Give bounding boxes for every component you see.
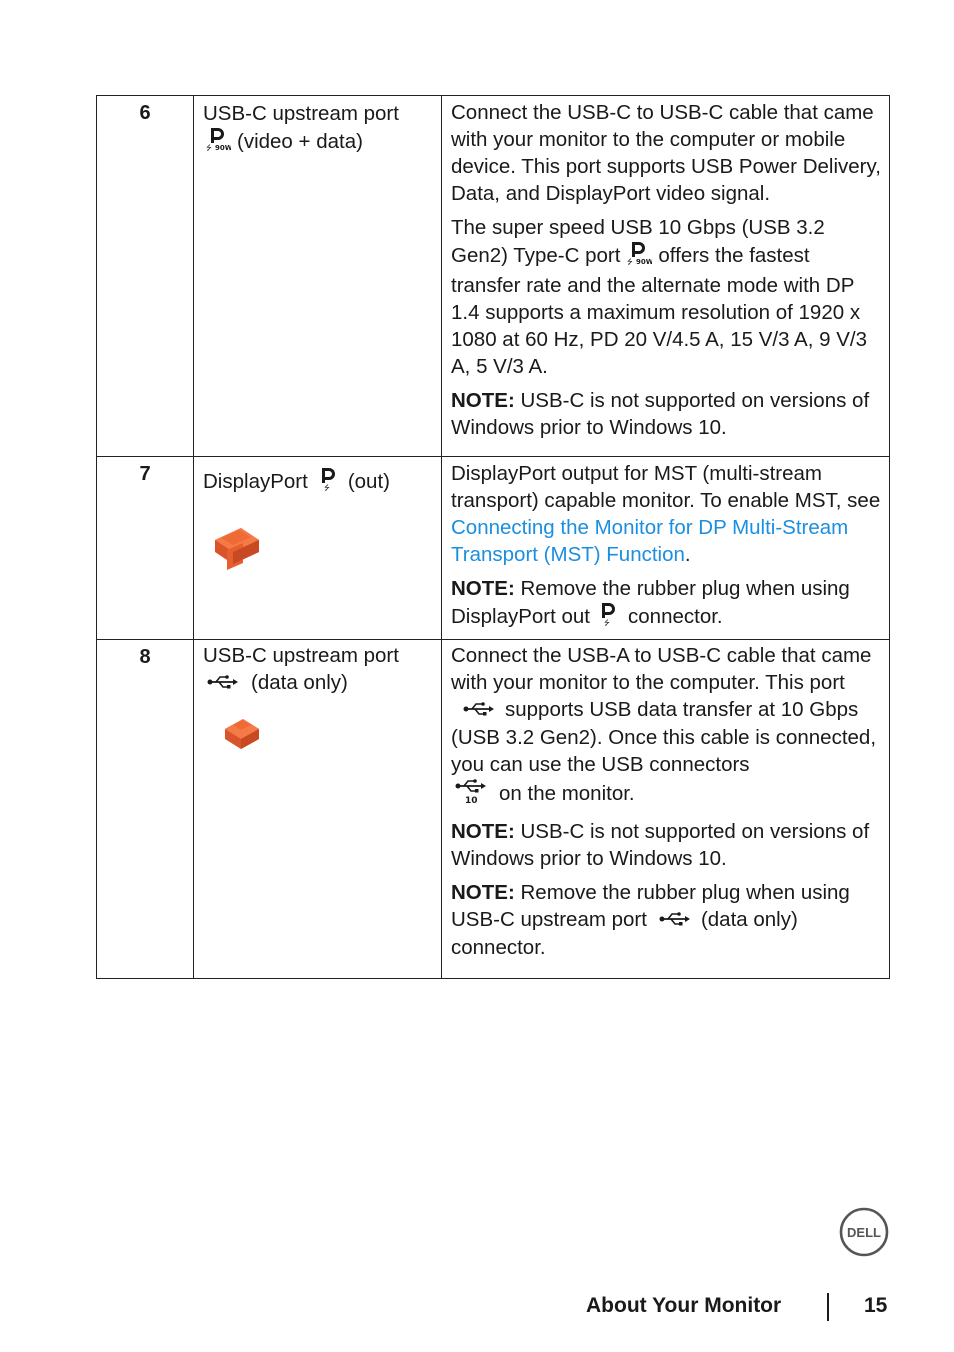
- description-text: DisplayPort output for MST (multi-stream transport) capable monitor. To enable MST, see: [451, 462, 881, 512]
- table-row: [97, 457, 890, 640]
- note-text: USB-C is not supported on versions of Windows prior to Windows 10.: [451, 389, 870, 439]
- displayport-power-icon: [205, 127, 231, 158]
- rubber-plug-image: [207, 516, 267, 576]
- port-name-cell: [194, 457, 442, 640]
- port-direction: (out): [347, 469, 390, 493]
- usb-icon: [463, 697, 495, 724]
- port-type: (video + data): [237, 129, 363, 153]
- svg-text:⭍: ⭍: [604, 619, 610, 626]
- svg-text:⭍: ⭍: [323, 484, 330, 491]
- svg-text:DELL: DELL: [847, 1225, 881, 1240]
- rubber-plug-image: [221, 713, 265, 757]
- port-name-cell: [194, 96, 442, 457]
- row-number: 8: [139, 646, 151, 668]
- dell-logo: [838, 1206, 890, 1258]
- row-number-cell: [97, 640, 194, 979]
- table-row: [97, 640, 890, 979]
- port-name: USB-C upstream port: [203, 102, 399, 125]
- svg-text:90W: 90W: [636, 258, 653, 265]
- section-title: About Your Monitor: [586, 1294, 782, 1317]
- description-text: on the monitor.: [499, 782, 635, 805]
- note-text: Remove the rubber plug when using USB-C upstream port: [451, 881, 850, 932]
- row-number-cell: [97, 457, 194, 640]
- svg-text:10: 10: [465, 796, 478, 805]
- port-name-cell: [194, 640, 442, 979]
- displayport-icon: [320, 467, 338, 498]
- note-label: NOTE:: [451, 820, 515, 844]
- row-number: 6: [139, 102, 151, 124]
- description-cell: [442, 457, 890, 640]
- port-name: USB-C upstream port: [203, 644, 399, 667]
- usb-icon: [659, 907, 691, 934]
- usb-icon: [207, 670, 239, 697]
- note-text: connector.: [628, 604, 723, 628]
- description-text: Connect the USB-A to USB-C cable that came with your monitor to the computer. This port: [451, 644, 872, 694]
- note-text: Remove the rubber plug when using DisplayPort out: [451, 577, 850, 628]
- port-name: DisplayPort: [203, 469, 308, 493]
- port-table: [96, 95, 890, 979]
- note-text: (data only) connector.: [451, 908, 798, 960]
- description-text: Connect the USB-C to USB-C cable that came with your monitor to the computer or mobile device. This port supports USB Power Delivery, Data, and DisplayPort video signal.: [451, 101, 881, 205]
- usb-10gbps-icon: [455, 778, 487, 811]
- description-text: offers the fastest transfer rate and the alternate mode with DP 1.4 supports a maximum resolution of 1920 x 1080 at 60 Hz, PD 20 V/4.5 A, 15 V/3 A, 9 V/3 A, 5 V/3 A.: [451, 243, 867, 378]
- svg-text:⭍: ⭍: [206, 144, 212, 151]
- row-number: 7: [139, 463, 151, 485]
- row-number-cell: [97, 96, 194, 457]
- displayport-power-icon: [626, 241, 652, 272]
- footer-divider: [827, 1293, 829, 1321]
- mst-link[interactable]: Connecting the Monitor for DP Multi-Stream Transport (MST) Function: [451, 516, 849, 566]
- note-text: USB-C is not supported on versions of Windows prior to Windows 10.: [451, 820, 870, 871]
- description-cell: [442, 640, 890, 979]
- description-text: The super speed USB 10 Gbps (USB 3.2 Gen2) Type-C port: [451, 216, 825, 267]
- description-text: .: [684, 543, 691, 566]
- note-label: NOTE:: [451, 881, 515, 905]
- port-type: (data only): [251, 671, 348, 694]
- note-label: NOTE:: [451, 577, 515, 600]
- table-row: [97, 96, 890, 457]
- page-number: 15: [864, 1294, 888, 1317]
- displayport-icon: [600, 602, 618, 633]
- svg-text:⭍: ⭍: [627, 258, 634, 265]
- description-cell: [442, 96, 890, 457]
- description-text: supports USB data transfer at 10 Gbps (USB 3.2 Gen2). Once this cable is connected, you can use the USB connectors: [451, 698, 877, 777]
- note-label: NOTE:: [451, 389, 515, 412]
- svg-text:90W: 90W: [215, 144, 231, 151]
